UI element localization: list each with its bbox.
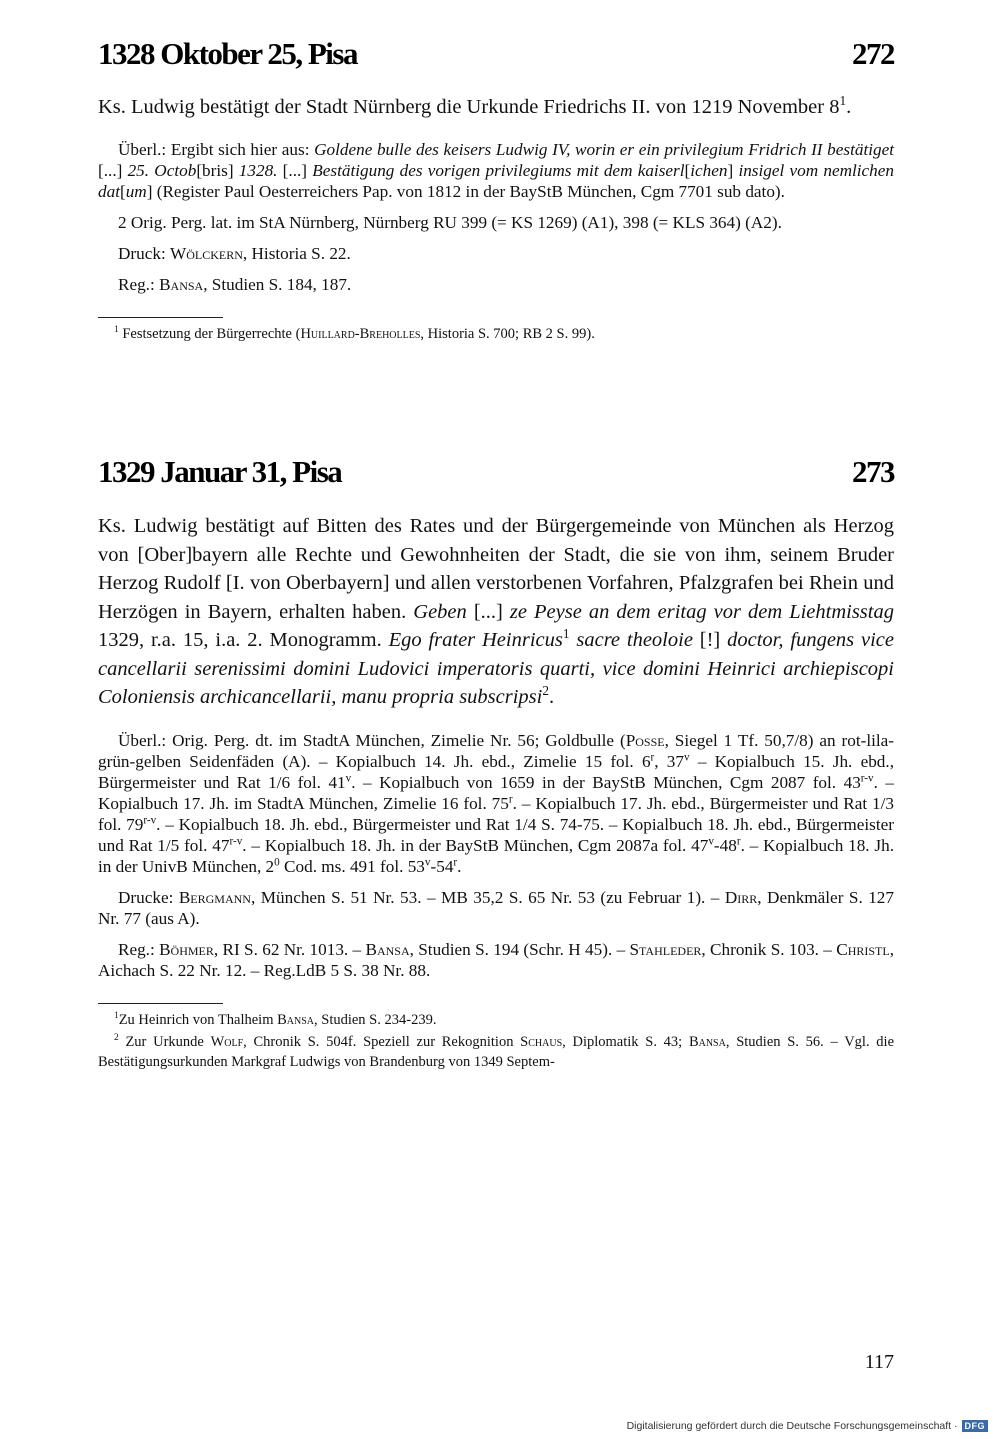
entry-date: 1328 Oktober 25, Pisa <box>98 36 357 71</box>
page-number: 117 <box>864 1351 894 1373</box>
entry-number: 273 <box>852 454 894 489</box>
document-page <box>98 36 894 1072</box>
entry-heading <box>98 454 894 490</box>
entry-date: 1329 Januar 31, Pisa <box>98 454 342 489</box>
ueberlieferung-note: Überl.: Orig. Perg. dt. im StadtA München, Zimelie Nr. 56; Goldbulle (Posse, Siegel 1 Tf. 50,7/8) an rot-lila-grün-gelben Seidenfäden (A). – Kopialbuch 14. Jh. ebd., Zimelie 15 fol. 6$^r$, 37$^v$ – Kopialbuch 15. Jh. ebd., Bürgermeister und Rat 1/6 fol. 41$^v$. – Kopialbuch von 1659 in der BayStB München, Cgm 2087 fol. 43$^{r-v}$. – Kopialbuch 17. Jh. im StadtA München, Zimelie 16 fol. 75$^r$. – Kopialbuch 17. Jh. ebd., Bürgermeister und Rat 1/3 fol. 79$^{r-v}$. – Kopialbuch 18. Jh. ebd., Bürgermeister und Rat 1/4 S. 74-75. – Kopialbuch 18. Jh. ebd., Bürgermeister und Rat 1/5 fol. 47$^{r-v}$. – Kopialbuch 18. Jh. in der BayStB München, Cgm 2087a fol. 47$^v$-48$^r$. – Kopialbuch 18. Jh. in der UnivB München, $2^0$ Cod. ms. 491 fol. 53$^v$-54$^r$. <box>98 730 895 876</box>
entry-summary: Ks. Ludwig bestätigt der Stadt Nürnberg die Urkunde Friedrichs II. von 1219 November $8^1$. <box>98 93 852 118</box>
original-note: 2 Orig. Perg. lat. im StA Nürnberg, Nürnberg RU 399 (= KS 1269) (A1), 398 (= KLS 364) (A2). <box>118 213 782 232</box>
regest-note: Reg.: Böhmer, RI S. 62 Nr. 1013. – Bansa, Studien S. 194 (Schr. H 45). – Stahleder, Chronik S. 103. – Christl, Aichach S. 22 Nr. 12. – Reg.LdB 5 S. 38 Nr. 88. <box>98 939 894 980</box>
drucke-note: Drucke: Bergmann, München S. 51 Nr. 53. – MB 35,2 S. 65 Nr. 53 (zu Februar 1). – Dirr, Denkmäler S. 127 Nr. 77 (aus A). <box>98 887 894 928</box>
entry-heading <box>98 36 894 72</box>
ueberlieferung-note: Überl.: Ergibt sich hier aus: Goldene bulle des keisers Ludwig IV, worin er ein privilegium Fridrich II bestätiget [...] 25. Octob[bris] 1328. [...] Bestätigung des vorigen privilegiums mit dem kaiserl[ichen] insigel vom nemlichen dat[um] (Register Paul Oesterreichers Pap. von 1812 in der BayStB München, Cgm 7701 sub dato). <box>98 140 894 201</box>
dfg-credit-text: Digitalisierung gefördert durch die Deutsche Forschungsgemeinschaft · <box>626 1420 958 1432</box>
regest-note: Reg.: Bansa, Studien S. 184, 187. <box>118 275 352 294</box>
footnote-divider <box>98 1003 223 1004</box>
entry-number: 272 <box>852 36 894 71</box>
footnote: $^1$ Festsetzung der Bürgerrechte (Huillard-Breholles, Historia S. 700; RB 2 S. 99). <box>114 325 595 342</box>
dfg-credit <box>627 1420 988 1432</box>
footnote-divider <box>98 317 223 318</box>
entry-summary: Ks. Ludwig bestätigt auf Bitten des Rates und der Bürgergemeinde von München als Herzog von [Ober]bayern alle Rechte und Gewohnheiten der Stadt, die sie von ihm, seinem Bruder Herzog Rudolf [I. von Oberbayern] und allen verstorbenen Vorfahren, Pfalzgrafen bei Rhein und Herzögen in Bayern, erhalten haben. Geben [...] ze Peyse an dem eritag vor dem Liehtmisstag 1329, r.a. 15, i.a. 2. Monogramm. Ego frater Heinricus$^1$ sacre theoloie [!] doctor, fungens vice cancellarii serenissimi domini Ludovici imperatoris quarti, vice domini Heinrici archiepiscopi Coloniensis archicancellarii, manu propria subscripsi$^2$. <box>98 515 895 708</box>
footnote: $^2$ Zur Urkunde Wolf, Chronik S. 504f. Speziell zur Rekognition Schaus, Diplomatik S. 43; Bansa, Studien S. 56. – Vgl. die Bestätigungsurkunden Markgraf Ludwigs von Brandenburg von 1349 Septem- <box>98 1032 895 1070</box>
footnote: $^1$Zu Heinrich von Thalheim Bansa, Studien S. 234-239. <box>114 1010 437 1028</box>
druck-note: Druck: Wölckern, Historia S. 22. <box>118 244 351 263</box>
dfg-logo-icon: DFG <box>962 1420 989 1432</box>
